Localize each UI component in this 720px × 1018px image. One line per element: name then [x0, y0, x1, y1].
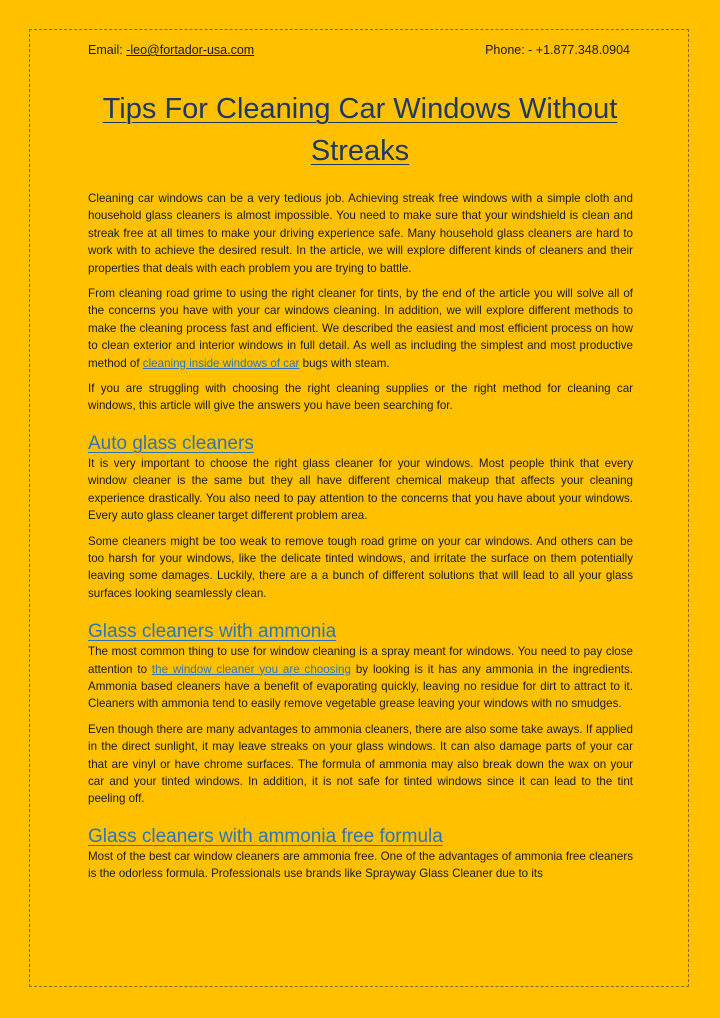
- heading-ammonia-free-cleaners: Glass cleaners with ammonia free formula: [88, 825, 443, 847]
- window-cleaner-link[interactable]: the window cleaner you are choosing: [151, 662, 351, 676]
- email-label: Email:: [88, 43, 127, 57]
- article-body: [88, 190, 633, 891]
- text-span: The most common thing to use for window cleaning is a spray meant for windows. You need to pay close attention to: [88, 645, 633, 676]
- ammonia-paragraph-1: [88, 643, 633, 713]
- heading-auto-glass-cleaners: Auto glass cleaners: [88, 432, 254, 454]
- text-span: From cleaning road grime to using the right cleaner for tints, by the end of the article you will solve all of the concerns you have with your car windows cleaning. In addition, we will explore different methods to make the cleaning process fast and efficient. We described the easiest and most efficient process on how to clean exterior and interior windows in full detail. As well as including the simplest and most productive method of: [88, 287, 633, 370]
- text-span: bugs with steam.: [299, 356, 390, 370]
- auto-paragraph-2: Some cleaners might be too weak to remove tough road grime on your car windows. And others can be too harsh for your windows, like the delicate tinted windows, and irritate the surface on them potentially leaving some damages. Luckily, there are a a bunch of different solutions that will lead to all your glass surfaces looking seamlessly clean.: [88, 534, 633, 600]
- text-span: by looking is it has any ammonia in the ingredients. Ammonia based cleaners have a benefit of evaporating quickly, leaving no residue for dirt to attract to it. Cleaners with ammonia tend to easily remove vegetable grease leaving your windows with no smudges.: [88, 662, 634, 711]
- auto-paragraph-1: It is very important to choose the right glass cleaner for your windows. Most people think that every window cleaner is the same but they all have different chemical makeup that affects your cleaning experience drastically. You also need to pay attention to the concerns that you have about your windows. Every auto glass cleaner target different problem area.: [88, 456, 633, 523]
- phone-line: Phone: - +1.877.348.0904: [485, 43, 630, 57]
- email-link[interactable]: -leo@fortador-usa.com: [126, 43, 255, 57]
- heading-ammonia-cleaners: Glass cleaners with ammonia: [88, 621, 337, 643]
- contact-header: [88, 43, 630, 57]
- ammonia-free-paragraph-1: Most of the best car window cleaners are ammonia free. One of the advantages of ammonia free cleaners is the odorless formula. Professionals use brands like Sprayway Glass Cleaner due to its: [88, 849, 633, 881]
- ammonia-paragraph-2: Even though there are many advantages to ammonia cleaners, there are also some take aways. If applied in the direct sunlight, it may leave streaks on your glass windows. It can also damage parts of your car that are vinyl or have chrome surfaces. The formula of ammonia may also break down the wax on your car and your tinted windows. In addition, it is not safe for tinted windows since it can lead to the tint peeling off.: [88, 722, 633, 806]
- intro-paragraph-2: [88, 285, 633, 372]
- cleaning-inside-windows-link[interactable]: cleaning inside windows of car: [142, 356, 300, 370]
- intro-paragraph-1: Cleaning car windows can be a very tedious job. Achieving streak free windows with a simple cloth and household glass cleaners is almost impossible. You need to make sure that your windshield is clean and streak free at all times to make your driving experience safe. Many household glass cleaners are hard to work with to achieve the desired result. In the article, we will explore different kinds of cleaners and their properties that deals with each problem you are trying to battle.: [88, 192, 633, 275]
- email-line: [88, 43, 254, 57]
- page-title: Tips For Cleaning Car Windows Without Streaks: [102, 93, 618, 167]
- intro-paragraph-3: If you are struggling with choosing the right cleaning supplies or the right method for cleaning car windows, this article will give the answers you have been searching for.: [88, 382, 633, 413]
